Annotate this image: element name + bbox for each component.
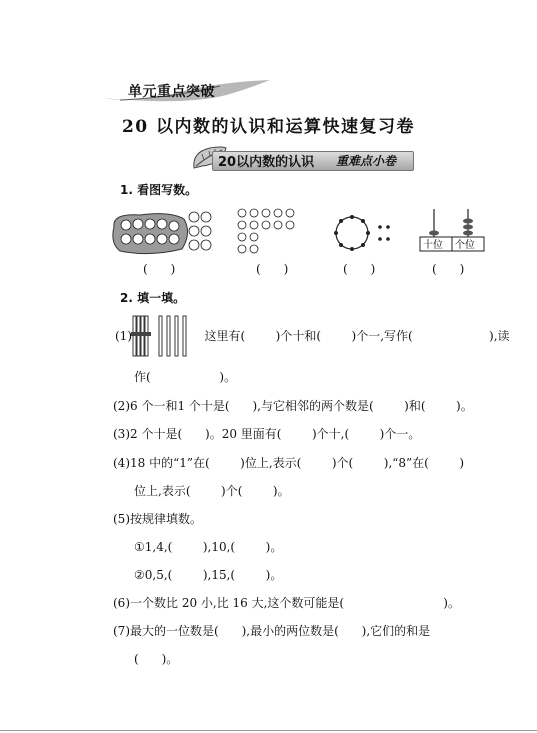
answer-blank-2[interactable]: ( ) [256,262,289,276]
q2-line-5a: ①1,4,( ),10,( )。 [134,540,283,554]
q2-line-1-cont: 作( )。 [134,370,237,384]
q2-line-3: (3)2 个十是( )。20 里面有( )个十,( )个一。 [113,427,421,441]
answer-blank-1[interactable]: ( ) [143,262,176,276]
answer-blank-3[interactable]: ( ) [343,262,376,276]
page-title: 20 以内数的认识和运算快速复习卷 [121,117,416,137]
q2-line-5b: ②0,5,( ),15,( )。 [134,568,283,582]
abacus-label-ones: 个位 [455,240,475,251]
q2-line-4-cont: 位上,表示( )个( )。 [134,484,290,498]
unit-label: 单元重点突破 [128,84,215,100]
q2-line-4: (4)18 中的“1”在( )位上,表示( )个( ),“8”在( ) [113,456,465,470]
q2-line-5: (5)按规律填数。 [113,512,202,526]
q1-heading: 1. 看图写数。 [120,183,198,197]
page-bottom-rule [0,730,537,731]
section-title: 20以内数的认识 [218,155,315,170]
dot-ring-picture [330,207,400,259]
q2-line-2: (2)6 个一和1 个十是( ),与它相邻的两个数是( )和( )。 [113,399,473,413]
q2-line-7: (7)最大的一位数是( ),最小的两位数是( ),它们的和是 [113,624,431,638]
cabbage-group-picture [110,207,214,259]
q2-line-1: (1) 这里有( )个十和( )个一,写作( ),读 [115,329,510,343]
abacus-label-tens: 十位 [423,240,443,251]
q2-line-6: (6)一个数比 20 小,比 16 大,这个数可能是( )。 [113,596,460,610]
section-tag: 重难点小卷 [336,154,397,168]
answer-blank-4[interactable]: ( ) [432,262,465,276]
flower-cluster-picture [234,207,306,259]
q2-heading: 2. 填一填。 [120,291,186,305]
q2-line-7-cont: ( )。 [134,652,179,666]
abacus-picture [418,207,486,255]
